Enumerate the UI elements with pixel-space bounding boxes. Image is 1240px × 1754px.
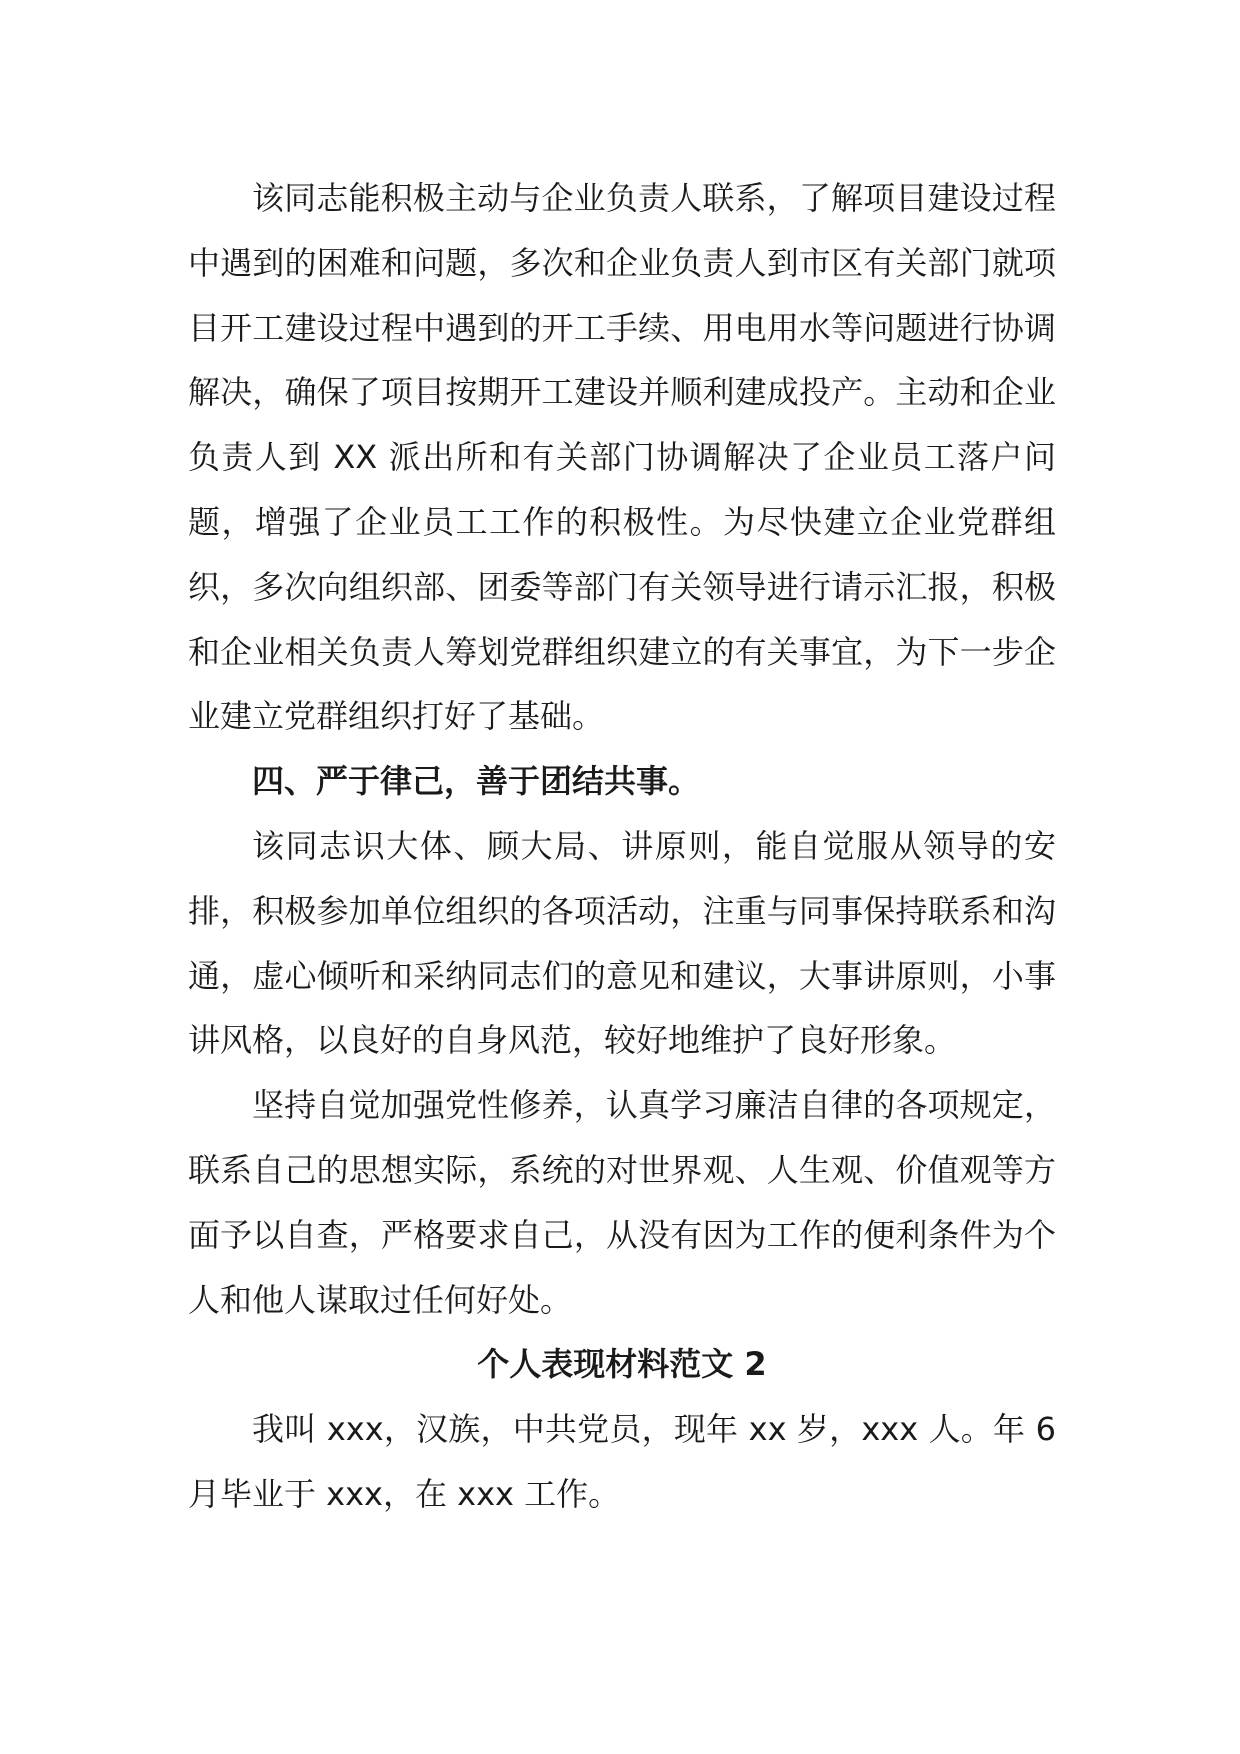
paragraph-self-introduction: 我叫 xxx，汉族，中共党员，现年 xx 岁，xxx 人。年 6 月毕业于 xxx，在 xxx 工作。 xyxy=(188,1410,1056,1513)
paragraph-teamwork: 该同志识大体、顾大局、讲原则，能自觉服从领导的安排，积极参加单位组织的各项活动，注重与同事保持联系和沟通，虚心倾听和采纳同志们的意见和建议，大事讲原则，小事讲风格，以良好的自身风范，较好地维护了良好形象。 xyxy=(188,826,1056,1060)
paragraph-project-coordination: 该同志能积极主动与企业负责人联系，了解项目建设过程中遇到的困难和问题，多次和企业负责人到市区有关部门就项目开工建设过程中遇到的开工手续、用电用水等问题进行协调解决，确保了项目按期开工建设并顺利建成投产。主动和企业负责人到 XX 派出所和有关部门协调解决了企业员工落户问题，增强了企业员工工作的积极性。为尽快建立企业党群组织，多次向组织部、团委等部门有关领导进行请示汇报，积极和企业相关负责人筹划党群组织建立的有关事宜，为下一步企业建立党群组织打好了基础。 xyxy=(188,179,1056,736)
document-page xyxy=(188,166,1056,1527)
paragraph-self-discipline: 坚持自觉加强党性修养，认真学习廉洁自律的各项规定，联系自己的思想实际，系统的对世界观、人生观、价值观等方面予以自查，严格要求自己，从没有因为工作的便利条件为个人和他人谋取过任何好处。 xyxy=(188,1086,1056,1319)
section-heading-4: 四、严于律己，善于团结共事。 xyxy=(252,762,701,801)
section-title-sample-2: 个人表现材料范文 2 xyxy=(477,1345,767,1384)
